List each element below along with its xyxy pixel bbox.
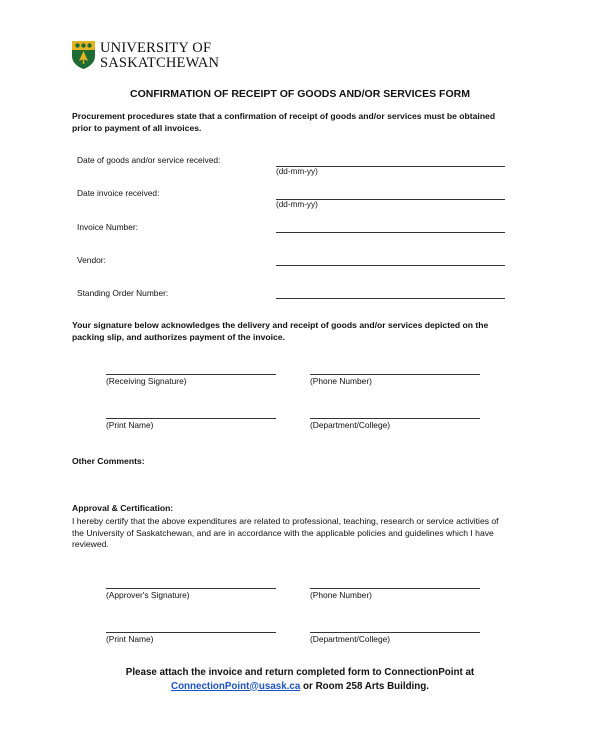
connectionpoint-email-link[interactable]: ConnectionPoint@usask.ca [171,680,301,692]
field-label-invoice-number: Invoice Number: [77,222,138,232]
logo-text-line1: UNIVERSITY OF [100,40,212,56]
invoice-number-input[interactable] [276,232,505,233]
receiving-signature-field[interactable] [106,374,276,375]
field-label-vendor: Vendor: [77,255,106,265]
approver-print-name-field[interactable] [106,632,276,633]
university-logo [71,40,220,72]
approver-department-field[interactable] [310,632,480,633]
field-label-standing-order: Standing Order Number: [77,288,169,298]
approval-text: I hereby certify that the above expenditures are related to professional, teaching, research or service activities of the University of Saskatchewan, and are in accordance with the applicable policies and guidelines which I have reviewed. [72,516,499,549]
receiving-department-label: (Department/College) [310,420,391,430]
footer-line1: Please attach the invoice and return completed form to ConnectionPoint at [125,667,475,678]
receiving-signature-label: (Receiving Signature) [106,376,187,386]
approver-print-name-label: (Print Name) [106,634,154,644]
receiving-phone-label: (Phone Number) [310,376,372,386]
university-shield-icon [71,40,96,70]
receiving-print-name-label: (Print Name) [106,420,154,430]
other-comments-label: Other Comments: [72,456,145,466]
approver-signature-field[interactable] [106,588,276,589]
footer-line2-rest: or Room 258 Arts Building. [300,680,429,692]
receiving-print-name-field[interactable] [106,418,276,419]
footer-instructions [0,666,600,693]
approver-phone-label: (Phone Number) [310,590,372,600]
approver-phone-field[interactable] [310,588,480,589]
standing-order-number-input[interactable] [276,298,505,299]
receiving-department-field[interactable] [310,418,480,419]
field-label-invoice-received: Date invoice received: [77,188,160,198]
vendor-input[interactable] [276,265,505,266]
signature-statement: Your signature below acknowledges the delivery and receipt of goods and/or services depicted on the packing slip, and authorizes payment of the invoice. [72,320,489,342]
receiving-phone-field[interactable] [310,374,480,375]
field-label-goods-received: Date of goods and/or service received: [77,155,221,165]
intro-paragraph: Procurement procedures state that a confirmation of receipt of goods and/or services must be obtained prior to payment of all invoices. [72,111,496,133]
logo-text-line2: SASKATCHEWAN [100,55,220,71]
approval-title: Approval & Certification: [72,503,174,513]
date-format-hint: (dd-mm-yy) [276,200,318,209]
form-title: CONFIRMATION OF RECEIPT OF GOODS AND/OR SERVICES FORM [130,88,470,100]
footer-line2 [0,680,600,694]
approver-signature-label: (Approver's Signature) [106,590,190,600]
approver-department-label: (Department/College) [310,634,391,644]
date-format-hint: (dd-mm-yy) [276,167,318,176]
